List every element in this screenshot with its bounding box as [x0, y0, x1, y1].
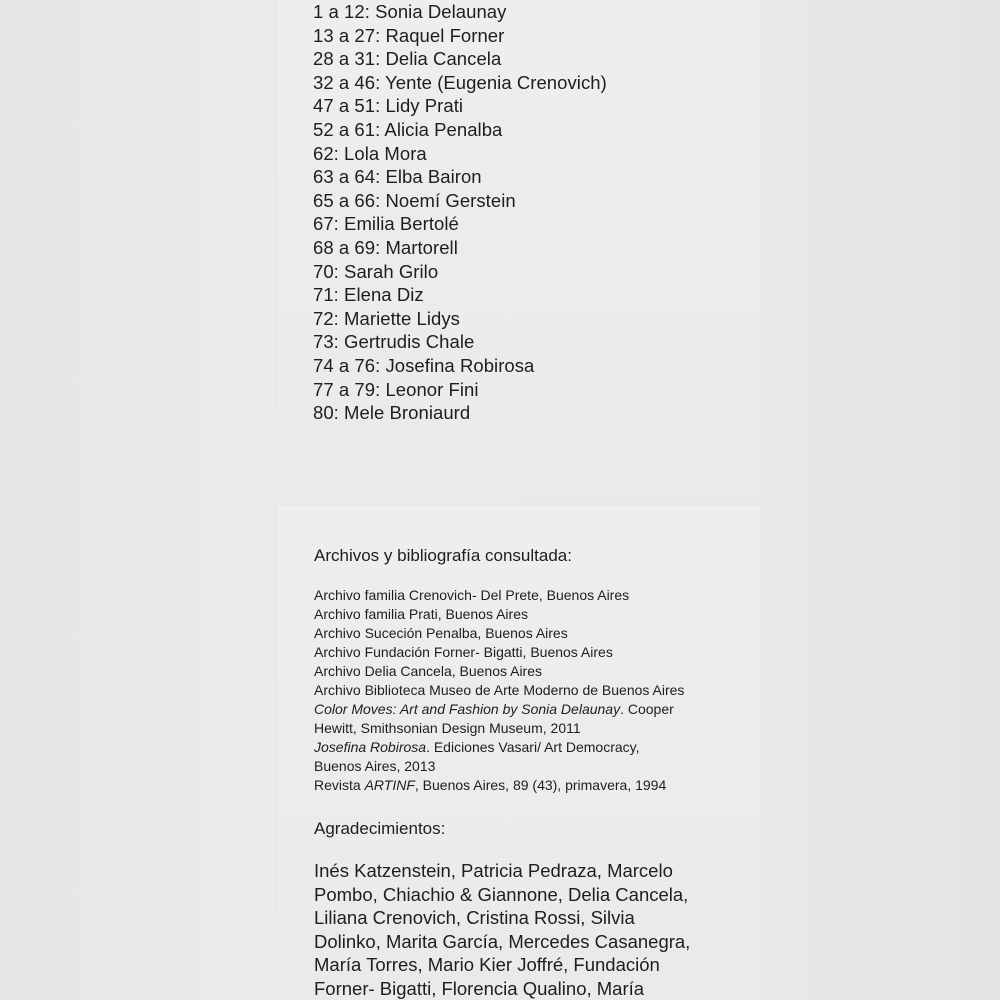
bibliography-section — [314, 545, 754, 1000]
bibliography-entry: Archivo Biblioteca Museo de Arte Moderno de Buenos Aires — [314, 682, 685, 698]
artist-entry: 32 a 46: Yente (Eugenia Crenovich) — [313, 71, 607, 93]
acknowledgements-heading: Agradecimientos: — [314, 819, 446, 838]
bibliography-entry-continued: Buenos Aires, 2013 — [314, 758, 436, 774]
bibliography-entry: Archivo familia Crenovich- Del Prete, Buenos Aires — [314, 587, 630, 603]
acknowledgements-text — [314, 859, 734, 1000]
bibliography-entry — [314, 776, 754, 795]
bibliography-heading: Archivos y bibliografía consultada: — [314, 546, 572, 565]
artist-entry: 80: Mele Broniaurd — [313, 402, 471, 424]
artist-entry: 63 a 64: Elba Bairon — [313, 166, 482, 188]
bibliography-entry: Archivo Suceción Penalba, Buenos Aires — [314, 625, 568, 641]
acknowledgements-line: María Torres, Mario Kier Joffré, Fundación — [314, 954, 660, 976]
artist-entry: 65 a 66: Noemí Gerstein — [313, 189, 516, 211]
artist-entry: 13 a 27: Raquel Forner — [313, 24, 505, 46]
bibliography-entry: Archivo Delia Cancela, Buenos Aires — [314, 663, 543, 679]
journal-details: , Buenos Aires, 89 (43), primavera, 1994 — [414, 777, 667, 793]
journal-title: ARTINF — [364, 777, 415, 793]
artist-entry: 1 a 12: Sonia Delaunay — [313, 1, 507, 22]
artist-entry: 72: Mariette Lidys — [313, 307, 460, 329]
artist-entry: 73: Gertrudis Chale — [313, 331, 475, 353]
artist-entry: 62: Lola Mora — [313, 142, 427, 164]
artist-entry: 47 a 51: Lidy Prati — [313, 95, 464, 117]
artist-entry: 74 a 76: Josefina Robirosa — [313, 354, 535, 376]
bibliography-entry-continued: Hewitt, Smithsonian Design Museum, 2011 — [314, 720, 581, 736]
artist-entry: 28 a 31: Delia Cancela — [313, 48, 502, 70]
bibliography-list — [314, 586, 754, 795]
artist-entry: 70: Sarah Grilo — [313, 260, 439, 282]
artist-entry: 71: Elena Diz — [313, 284, 424, 306]
artist-entry: 77 a 79: Leonor Fini — [313, 378, 479, 400]
artist-entry: 52 a 61: Alicia Penalba — [313, 118, 503, 140]
acknowledgements-line: Inés Katzenstein, Patricia Pedraza, Marcelo — [314, 860, 673, 881]
book-title: Josefina Robirosa — [314, 739, 427, 755]
acknowledgements-line: Dolinko, Marita García, Mercedes Casanegra, — [314, 930, 691, 952]
book-publisher: . Ediciones Vasari/ Art Democracy, — [426, 739, 640, 755]
artist-index-list — [313, 0, 607, 425]
bibliography-entry: Archivo familia Prati, Buenos Aires — [314, 606, 528, 622]
acknowledgements-line: Forner- Bigatti, Florencia Qualino, María — [314, 977, 645, 999]
book-title: Color Moves: Art and Fashion by Sonia Delaunay — [314, 701, 621, 717]
bibliography-entry: Archivo Fundación Forner- Bigatti, Buenos Aires — [314, 644, 613, 660]
acknowledgements-line: Pombo, Chiachio & Giannone, Delia Cancela, — [314, 883, 689, 905]
bibliography-entry — [314, 738, 754, 757]
acknowledgements-line: Liliana Crenovich, Cristina Rossi, Silvia — [314, 907, 635, 929]
bibliography-entry — [314, 700, 754, 719]
artist-entry: 68 a 69: Martorell — [313, 236, 458, 258]
artist-entry: 67: Emilia Bertolé — [313, 213, 459, 235]
journal-prefix: Revista — [314, 777, 365, 793]
book-publisher: . Cooper — [620, 701, 674, 717]
